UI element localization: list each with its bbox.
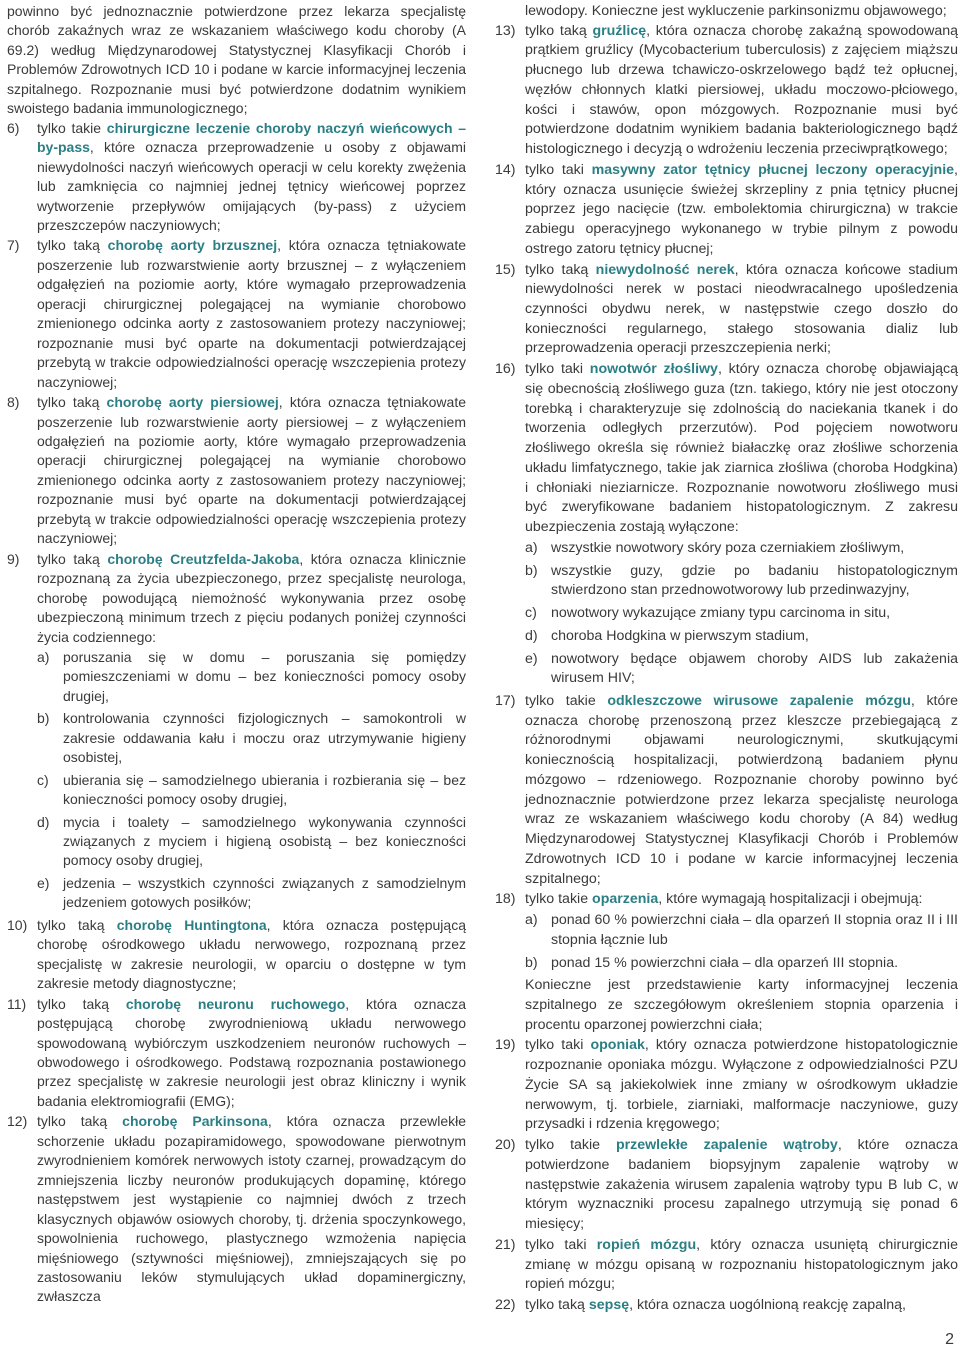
item-term: nowotwór złośliwy [589, 361, 718, 378]
item-term: chorobę aorty piersiowej [106, 394, 279, 411]
item-number: 13) [495, 22, 516, 39]
left-column [7, 2, 466, 1308]
item-number: 22) [495, 1297, 516, 1313]
list-item-18: 18) tylko takie oparzenia, które wymagają hospitalizacji i obejmują: a) ponad 60 % powierzchni ciała – dla oparzeń II stopnia oraz II i III stopnia łącznie lub b) ponad 15 % powierzchni ciała – dla oparzeń III stopnia. Konieczne jest przedstawienie karty informacyjnej leczenia szpitalnego ze szczegółowym określeniem stopnia oparzenia i procentu oparzonej powierzchni ciała; [495, 890, 958, 1035]
list-item-20: 20) tylko takie przewlekłe zapalenie wątroby, które oznacza potwierdzone badaniem biopsyjnym zapalenie wątroby w następstwie zakażenia wirusem zapalenia wątroby typu B lub C, w którym wyznaczniki procesu zapalnego utrzymują się ponad 6 miesięcy; [495, 1137, 958, 1233]
item-number: 19) [495, 1037, 516, 1054]
item-18-note: Konieczne jest przedstawienie karty informacyjnej leczenia szpitalnego ze szczegółowym określeniem stopnia oparzenia i procentu oparzonej powierzchni ciała; [525, 977, 958, 1033]
item-term: przewlekłe zapalenie wątroby [615, 1137, 838, 1154]
item-term: chorobę Parkinsona [122, 1113, 268, 1130]
item-term: sepsę [588, 1297, 630, 1313]
sub-item: d) mycia i toalety – samodzielnego wykonywania czynności związanych z myciem i higieną osobistą – bez konieczności pomocy osoby drugiej, [37, 813, 466, 869]
right-column [495, 2, 958, 1317]
sublist-18 [525, 911, 958, 973]
item-term: gruźlicę [592, 22, 647, 39]
list-item-17: 17) tylko takie odkleszczowe wirusowe zapalenie mózgu, które oznacza chorobę przenoszoną przez kleszcze przebiegającą z różnorodnymi objawami neurologicznymi, skutkującymi koniecznością hospitalizacji, potwierdzoną badaniem płynu mózgowo – rdzeniowego. Rozpoznanie choroby powinno być jednoznacznie potwierdzone przez lekarza specjalistę neurologa wraz ze wskazaniem właściwego kodu choroby (A 84) według Międzynarodowej Statystycznej Klasyfikacji Chorób i Problemów Zdrowotnych ICD 10 i podane w karcie informacyjnej leczenia szpitalnego; [495, 692, 958, 887]
list-item-9: 9) tylko taką chorobę Creutzfelda-Jakoba, która oznacza klinicznie rozpoznaną za życia ubezpieczonego, przez specjalistę neurologa, chorobę powodującą niemożność wykonywania przez osobę ubezpieczoną minimum trzech z pięciu podanych poniżej czynności życia codziennego: a) poruszania się w domu – poruszania się pomiędzy pomieszczeniami w domu – bez konieczności pomocy osoby drugiej, b) kontrolowania czynności fizjologicznych – samokontroli w zakresie oddawania kału i moczu oraz utrzymywanie higieny osobistej, c) ubierania się – samodzielnego ubierania i rozbierania się – bez konieczności pomocy osoby drugiej, d) mycia i toalety – samodzielnego wykonywania czynności związanych z myciem i higieną osobistą – bez konieczności pomocy osoby drugiej, e) jedzenia – wszystkich czynności związanych z samodzielnym jedzeniem gotowych posiłków; [7, 550, 466, 913]
item-number: 18) [495, 891, 516, 908]
sub-item: d) choroba Hodgkina w pierwszym stadium, [525, 627, 809, 644]
sub-item: b) ponad 15 % powierzchni ciała – dla oparzeń III stopnia. [525, 954, 899, 971]
list-item-13: 13) tylko taką gruźlicę, która oznacza chorobę zakaźną spowodowaną prątkiem gruźlicy (Mycobacterium tuberculosis) z zajęciem miąższu płucnego lub drzewa tchawiczo-oskrzelowego bądź też opłucnej, węzłów chłonnych klatki piersiowej, układu moczowo-płciowego, kości i stawów, opon mózgowych. Rozpoznanie musi być potwierdzone dodatnim wynikiem badania bakteriologicznego bądź histologicznego i decyzją o wdrożeniu leczenia przeciwprątkowego; [495, 22, 958, 158]
sub-item: b) wszystkie guzy, gdzie po badaniu histopatologicznym stwierdzono stan przednowotworowy lub przedinwazyjny, [525, 562, 958, 599]
list-item-15: 15) tylko taką niewydolność nerek, która oznacza końcowe stadium niewydolności nerek w postaci nieodwracalnego upośledzenia czynności obydwu nerek, w następstwie czego doszło do konieczności regularnego, stałego stosowania dializ lub przeprowadzenia operacji przeszczepienia nerki; [495, 261, 958, 357]
list-item-6: 6) tylko takie chirurgiczne leczenie choroby naczyń wieńcowych – by-pass, które oznacza przeprowadzenie u osoby z objawami niewydolności naczyń wieńcowych operacji w celu korekty zwężenia lub zamknięcia co najmniej jednej tętnicy wieńcowej poprzez wytworzenie przepływów omijających (by-pass) z użyciem przeszczepów naczyniowych; [7, 119, 466, 233]
item-term: oponiak [590, 1037, 645, 1054]
list-item-22: 22) tylko taką sepsę, która oznacza uogólnioną reakcję zapalną, [495, 1296, 958, 1316]
sub-item: e) nowotwory będące objawem choroby AIDS lub zakażenia wirusem HIV; [525, 650, 958, 687]
item-number: 20) [495, 1137, 516, 1154]
item-term: chorobę aorty brzusznej [107, 237, 278, 254]
list-item-19: 19) tylko taki oponiak, który oznacza potwierdzone histopatologicznie rozpoznanie oponiaka mózgu. Wyłączone z odpowiedzialności PZU Życie SA są jakiekolwiek inne zmiany w ośrodkowym układzie nerwowym, tj. torbiele, ziarniaki, malformacje naczyniowe, guzy przysadki i rdzenia kręgowego; [495, 1037, 958, 1133]
sub-item: c) nowotwory wykazujące zmiany typu carcinoma in situ, [525, 605, 891, 622]
sub-item: a) poruszania się w domu – poruszania się pomiędzy pomieszczeniami w domu – bez konieczności pomocy osoby drugiej, [37, 648, 466, 704]
item-term: ropień mózgu [596, 1236, 697, 1253]
item-number: 17) [495, 692, 516, 709]
item-number: 14) [495, 161, 516, 178]
item-term: chorobę Creutzfelda-Jakoba [107, 550, 300, 567]
list-item-11: 11) tylko taką chorobę neuronu ruchowego, która oznacza postępującą chorobę zwyrodnieniową układu nerwowego spowodowaną wybiórczym uszkodzeniem neuronów ruchowych – obwodowego i ośrodkowego. Podstawą rozpoznania postawionego przez specjalistę w zakresie neurologii jest obraz kliniczny i wynik badania elektromiografii (EMG); [7, 995, 467, 1109]
item-term: chirurgiczne leczenie choroby naczyń wieńcowych – by-pass [37, 119, 466, 156]
list-item-21: 21) tylko taki ropień mózgu, który oznacza usuniętą chirurgicznie zmianę w mózgu opisaną w rozpoznaniu histopatologicznym jako ropień mózgu; [495, 1236, 958, 1293]
item-term: odkleszczowe wirusowe zapalenie mózgu [607, 692, 911, 709]
item-number: 8) [7, 394, 20, 411]
item-number: 10) [7, 916, 28, 933]
item-number: 16) [495, 361, 516, 378]
item-term: chorobę neuronu ruchowego [125, 995, 346, 1012]
item-number: 21) [495, 1236, 516, 1253]
item-term: chorobę Huntingtona [116, 916, 267, 933]
list-item-12: 12) tylko taką chorobę Parkinsona, która oznacza przewlekłe schorzenie układu pozapiramidowego, spowodowane pierwotnym zwyrodnieniem komórek nerwowych istoty czarnej, prowadzącym do zmniejszenia liczby neuronów produkujących dopaminę, którego następstwem jest wystąpienie co najmniej dwóch z trzech klasycznych objawów osiowych choroby, tj. drżenia spoczynkowego, spowolnienia ruchowego, plastycznego wzmożenia napięcia mięśniowego (sztywności mięśniowej), zmniejszających się po zastosowaniu leków stymulujących układ dopaminergiczny, zwłaszcza [7, 1113, 467, 1305]
sublist-9 [37, 648, 466, 913]
intro-paragraph: powinno być jednoznacznie potwierdzone przez lekarza specjalistę chorób zakaźnych wraz ze wskazaniem właściwego kodu choroby (A 69.2) według Międzynarodowej Statystycznej Klasyfikacji Chorób i Problemów Zdrowotnych ICD 10 i podane w karcie informacyjnej leczenia szpitalnego. Rozpoznanie musi być potwierdzone dodatnim wynikiem swoistego badania immunologicznego; [7, 3, 466, 117]
sub-item: e) jedzenia – wszystkich czynności związanych z samodzielnym jedzeniem gotowych posiłków; [37, 874, 466, 911]
item-term: masywny zator tętnicy płucnej leczony operacyjnie [591, 161, 955, 178]
list-item-8: 8) tylko taką chorobę aorty piersiowej, która oznacza tętniakowate poszerzenie lub rozwarstwienie aorty piersiowej – z wyłączeniem odgałęzień na poziomie aorty, które wymagało przeprowadzenia operacji chirurgicznej polegającej na wymianie chorobowo zmienionego odcinka aorty z zastosowaniem protezy naczyniowej; rozpoznanie musi być oparte na dokumentacji potwierdzającej przebytą w trakcie odpowiedzialności operację wszczepienia protezy naczyniowej; [7, 394, 466, 547]
sub-item: a) ponad 60 % powierzchni ciała – dla oparzeń II stopnia oraz II i III stopnia łącznie lub [525, 912, 958, 948]
sublist-16 [525, 539, 958, 689]
item-number: 7) [7, 237, 20, 254]
item-term: niewydolność nerek [595, 261, 735, 278]
continuation-paragraph: lewodopy. Konieczne jest wykluczenie parkinsonizmu objawowego; [525, 3, 947, 19]
sub-item: c) ubierania się – samodzielnego ubierania i rozbierania się – bez konieczności pomocy osoby drugiej, [37, 771, 466, 808]
item-number: 15) [495, 261, 516, 278]
sub-item: b) kontrolowania czynności fizjologicznych – samokontroli w zakresie oddawania kału i moczu oraz utrzymywanie higieny osobistej, [37, 710, 466, 766]
item-term: oparzenia [592, 891, 659, 908]
item-number: 12) [7, 1113, 28, 1130]
item-number: 6) [7, 119, 20, 136]
item-number: 9) [7, 550, 20, 567]
item-number: 11) [7, 995, 27, 1012]
list-item-10: 10) tylko taką chorobę Huntingtona, która oznacza postępującą chorobę ośrodkowego układu nerwowego, rozpoznaną przez specjalistę w zakresie neurologii, w oparciu o dostępne w tym zakresie metody diagnostyczne; [7, 916, 466, 992]
page-number: 2 [945, 1331, 954, 1348]
list-item-7: 7) tylko taką chorobę aorty brzusznej, która oznacza tętniakowate poszerzenie lub rozwarstwienie aorty brzusznej – z wyłączeniem odgałęzień na poziomie aorty, które wymagało przeprowadzenia operacji chirurgicznej polegającej na wymianie chorobowo zmienionego odcinka aorty z zastosowaniem protezy naczyniowej; rozpoznanie musi być oparte na dokumentacji potwierdzającej przebytą w trakcie odpowiedzialności operację wszczepienia protezy naczyniowej; [7, 237, 467, 390]
list-item-14: 14) tylko taki masywny zator tętnicy płucnej leczony operacyjnie, który oznacza usunięcie świeżej skrzepliny z pnia tętnicy płucnej poprzez jego nacięcie (tzw. embolektomia chirurgiczna) w trakcie zabiegu operacyjnego wykonanego w trybie pilnym z powodu ostrego zatoru tętnicy płucnej; [495, 161, 958, 257]
sub-item: a) wszystkie nowotwory skóry poza czerniakiem złośliwym, [525, 539, 905, 556]
list-item-16: 16) tylko taki nowotwór złośliwy, który oznacza chorobę objawiającą się obecnością złośliwego guza (tzn. takiego, który nie jest otoczony torebką i charakteryzuje się zdolnością do naciekania tkanek i do tworzenia odległych przerzutów). Pod pojęciem nowotworu złośliwego określa się również białaczkę oraz złośliwe schorzenia układu limfatycznego, takie jak ziarnica złośliwa (choroba Hodgkina) i chłoniaki nieziarnicze. Rozpoznanie nowotworu złośliwego musi być zweryfikowane badaniem histopatologicznym. Z zakresu ubezpieczenia zostają wyłączone: a) wszystkie nowotwory skóry poza czerniakiem złośliwym, b) wszystkie guzy, gdzie po badaniu histopatologicznym stwierdzono stan przednowotworowy lub przedinwazyjny, c) nowotwory wykazujące zmiany typu carcinoma in situ, d) choroba Hodgkina w pierwszym stadium, e) nowotwory będące objawem choroby AIDS lub zakażenia wirusem HIV; [495, 360, 958, 689]
